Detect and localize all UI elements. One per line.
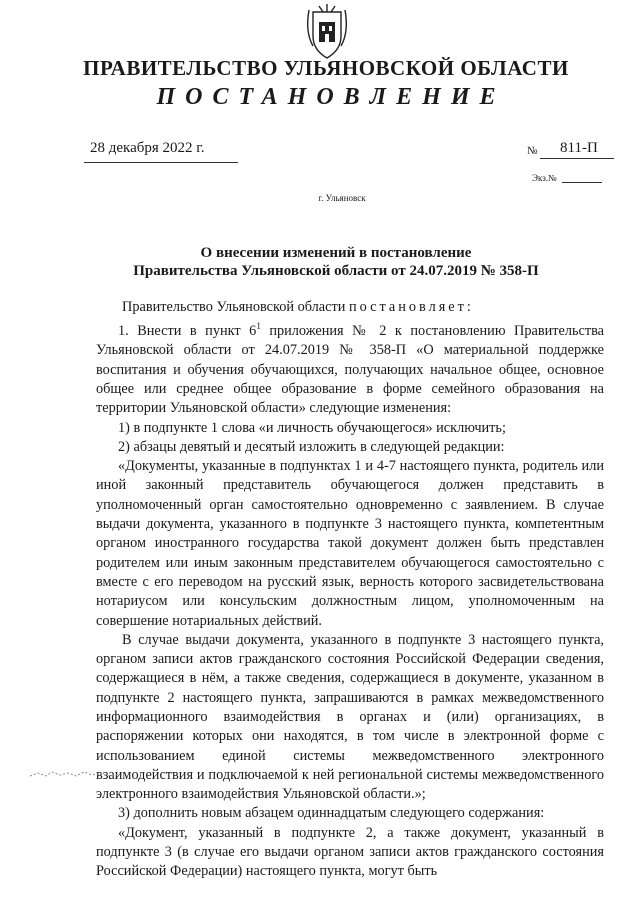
subitem-2: 2) абзацы девятый и десятый изложить в следующей редакции:	[118, 438, 505, 455]
subitem-1: 1) в подпункте 1 слова «и личность обучающегося» исключить;	[118, 419, 506, 436]
number-prefix: №	[527, 145, 538, 157]
intro-subject: Правительство Ульяновской области	[122, 299, 346, 315]
quote-paragraph-1: «Документы, указанные в подпунктах 1 и 4-7 настоящего пункта, родитель или иной законный представитель обучающегося должен представить в уполномоченный орган самостоятельно одновременно с заявлением. В случае выдачи документа, указанного в подпункте 3 настоящего пункта, компетентным органом иностранного государства такой документ должен быть представлен родителем или иным законным представителем обучающегося самостоятельно с вместе с его переводом на русский язык, верность которого засвидетельствована нотариусом или консульским должностным лицом, уполномоченным на совершение нотариальных действий.	[96, 458, 604, 629]
copy-number-underline	[562, 182, 602, 183]
subitem-3: 3) дополнить новым абзацем одиннадцатым следующего содержания:	[118, 805, 545, 822]
document-date: 28 декабря 2022 г.	[90, 140, 205, 156]
item-1	[96, 317, 604, 418]
intro-verb: постановляет:	[348, 299, 474, 315]
title-line-2: Правительства Ульяновской области от 24.07.2019 № 358-П	[133, 263, 539, 279]
quote-paragraph-3: «Документ, указанный в подпункте 2, а также документ, указанный в подпункте 3 (в случае его выдачи органом записи актов гражданского состояния Российской Федерации) настоящего пункта, могут быть	[96, 824, 604, 880]
intro-paragraph	[96, 298, 604, 317]
title-line-1: О внесении изменений в постановление	[200, 245, 472, 261]
document-title	[0, 244, 640, 280]
number-underline	[540, 158, 614, 159]
item-1-start: 1. Внести в пункт 6	[118, 323, 257, 340]
item-1-rest: приложения № 2 к постановлению Правительства Ульяновской области от 24.07.2019 № 358-П «О материальной поддержке воспитания и обучения обучающихся, получающих начальное общее, основное общее или среднее общее образование в форме семейного образования на территории Ульяновской области» следующие изменения:	[96, 323, 604, 417]
city: г. Ульяновск	[318, 193, 366, 203]
document-type: ПОСТАНОВЛЕНИЕ	[156, 84, 506, 110]
margin-scribble	[28, 768, 128, 780]
coat-of-arms-icon	[303, 2, 351, 62]
date-underline	[84, 162, 238, 163]
document-body	[96, 298, 604, 882]
quote-paragraph-2: В случае выдачи документа, указанного в подпункте 3 настоящего пункта, органом записи актов гражданского состояния Российской Федерации сведения, содержащиеся в нём, а также сведения, содержащиеся в документе, указанном в подпункте 2 настоящего пункта, запрашиваются в рамках межведомственного информационного взаимодействия в органах и (или) организациях, в распоряжении которых они находятся, в том числе в электронной форме с использованием единой системы межведомственного электронного взаимодействия и подключаемой к ней региональной системы межведомственного электронного взаимодействия Ульяновской области.»;	[96, 631, 604, 803]
copy-number-label: Экз.№	[532, 173, 557, 183]
government-name: ПРАВИТЕЛЬСТВО УЛЬЯНОВСКОЙ ОБЛАСТИ	[83, 56, 569, 80]
item-1-sup: 1	[256, 321, 261, 332]
document-number: 811-П	[560, 140, 598, 156]
